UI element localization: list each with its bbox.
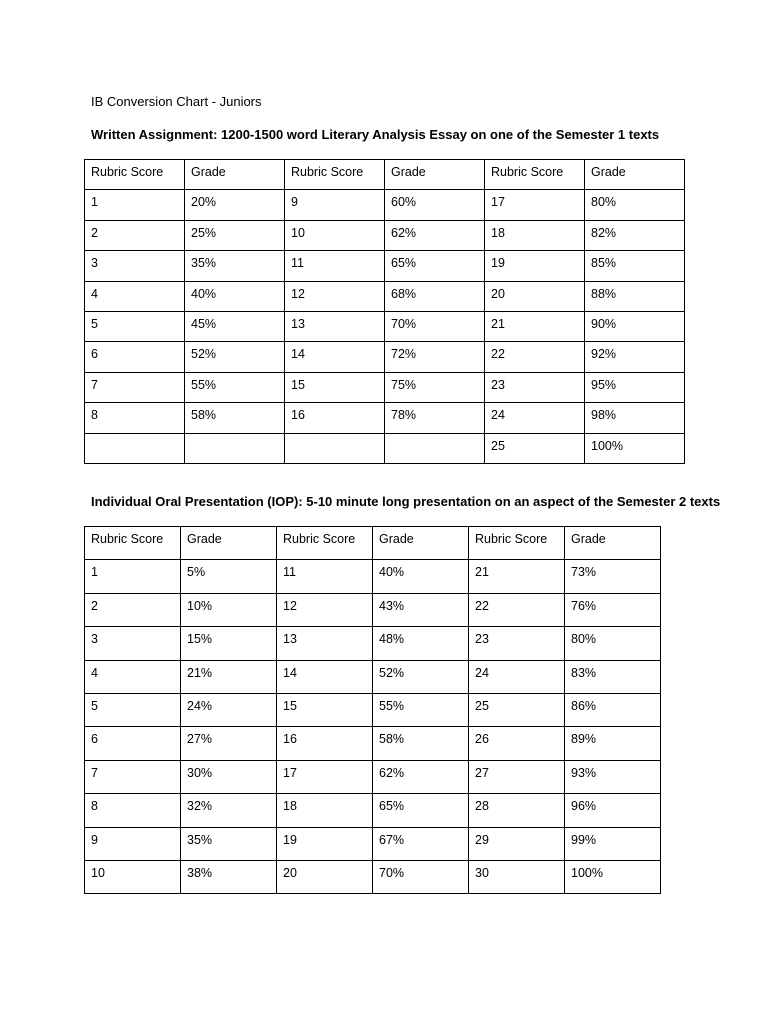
rubric-score-cell: 6 [85, 342, 185, 372]
table-row [85, 403, 685, 433]
table-row [85, 433, 685, 463]
rubric-score-cell: 8 [85, 794, 181, 827]
rubric-score-cell: 5 [85, 693, 181, 726]
rubric-score-cell: 23 [485, 372, 585, 402]
table-row [85, 794, 661, 827]
written-assignment-table [84, 159, 685, 464]
grade-cell: 45% [185, 311, 285, 341]
rubric-score-cell: 28 [469, 794, 565, 827]
rubric-score-cell: 15 [277, 693, 373, 726]
rubric-score-cell: 22 [485, 342, 585, 372]
grade-cell: 89% [565, 727, 661, 760]
rubric-score-cell: 20 [277, 860, 373, 893]
grade-cell: 85% [585, 251, 685, 281]
rubric-score-cell: 11 [277, 560, 373, 593]
rubric-score-cell: 13 [277, 627, 373, 660]
grade-cell: 60% [385, 190, 485, 220]
rubric-score-cell: 3 [85, 251, 185, 281]
grade-cell: 62% [385, 220, 485, 250]
grade-cell: 65% [385, 251, 485, 281]
rubric-score-cell: 24 [485, 403, 585, 433]
grade-cell [185, 433, 285, 463]
column-header: Grade [565, 527, 661, 560]
grade-cell: 93% [565, 760, 661, 793]
grade-cell: 43% [373, 593, 469, 626]
grade-cell: 32% [181, 794, 277, 827]
grade-cell: 98% [585, 403, 685, 433]
grade-cell: 55% [185, 372, 285, 402]
rubric-score-cell: 30 [469, 860, 565, 893]
grade-cell: 68% [385, 281, 485, 311]
rubric-score-cell: 21 [469, 560, 565, 593]
rubric-score-cell: 24 [469, 660, 565, 693]
grade-cell: 55% [373, 693, 469, 726]
table-row [85, 190, 685, 220]
rubric-score-cell: 9 [85, 827, 181, 860]
rubric-score-cell: 27 [469, 760, 565, 793]
rubric-score-cell: 26 [469, 727, 565, 760]
table-row [85, 251, 685, 281]
grade-cell: 72% [385, 342, 485, 372]
rubric-score-cell: 15 [285, 372, 385, 402]
rubric-score-cell: 19 [485, 251, 585, 281]
grade-cell: 76% [565, 593, 661, 626]
grade-cell: 40% [373, 560, 469, 593]
column-header: Grade [373, 527, 469, 560]
rubric-score-cell: 21 [485, 311, 585, 341]
grade-cell: 52% [373, 660, 469, 693]
rubric-score-cell: 20 [485, 281, 585, 311]
rubric-score-cell: 25 [469, 693, 565, 726]
grade-cell: 99% [565, 827, 661, 860]
rubric-score-cell: 16 [277, 727, 373, 760]
table-row [85, 827, 661, 860]
grade-cell: 15% [181, 627, 277, 660]
rubric-score-cell: 17 [277, 760, 373, 793]
grade-cell: 35% [185, 251, 285, 281]
rubric-score-cell: 6 [85, 727, 181, 760]
grade-cell: 35% [181, 827, 277, 860]
table-row [85, 372, 685, 402]
grade-cell: 95% [585, 372, 685, 402]
grade-cell: 5% [181, 560, 277, 593]
rubric-score-cell: 12 [285, 281, 385, 311]
written-assignment-heading: Written Assignment: 1200-1500 word Literary Analysis Essay on one of the Semester 1 texts [91, 127, 660, 142]
table-row [85, 860, 661, 893]
rubric-score-cell: 10 [85, 860, 181, 893]
grade-cell: 88% [585, 281, 685, 311]
grade-cell: 100% [565, 860, 661, 893]
grade-cell: 58% [185, 403, 285, 433]
column-header: Rubric Score [85, 160, 185, 190]
table-row [85, 627, 661, 660]
table-row [85, 593, 661, 626]
rubric-score-cell: 18 [277, 794, 373, 827]
rubric-score-cell: 11 [285, 251, 385, 281]
grade-cell: 80% [585, 190, 685, 220]
rubric-score-cell: 3 [85, 627, 181, 660]
grade-cell: 10% [181, 593, 277, 626]
grade-cell: 65% [373, 794, 469, 827]
table-row [85, 311, 685, 341]
grade-cell: 83% [565, 660, 661, 693]
grade-cell: 38% [181, 860, 277, 893]
table-row [85, 760, 661, 793]
rubric-score-cell: 10 [285, 220, 385, 250]
grade-cell: 82% [585, 220, 685, 250]
table-header-row [85, 527, 661, 560]
rubric-score-cell: 14 [277, 660, 373, 693]
grade-cell: 70% [385, 311, 485, 341]
grade-cell: 62% [373, 760, 469, 793]
grade-cell: 92% [585, 342, 685, 372]
column-header: Rubric Score [285, 160, 385, 190]
grade-cell: 24% [181, 693, 277, 726]
grade-cell: 90% [585, 311, 685, 341]
rubric-score-cell [85, 433, 185, 463]
grade-cell: 80% [565, 627, 661, 660]
table-header-row [85, 160, 685, 190]
grade-cell: 96% [565, 794, 661, 827]
column-header: Rubric Score [85, 527, 181, 560]
grade-cell: 25% [185, 220, 285, 250]
rubric-score-cell [285, 433, 385, 463]
column-header: Rubric Score [485, 160, 585, 190]
grade-cell: 67% [373, 827, 469, 860]
rubric-score-cell: 5 [85, 311, 185, 341]
grade-cell: 21% [181, 660, 277, 693]
page-title: IB Conversion Chart - Juniors [91, 94, 262, 109]
grade-cell: 27% [181, 727, 277, 760]
rubric-score-cell: 2 [85, 220, 185, 250]
table-row [85, 727, 661, 760]
rubric-score-cell: 7 [85, 760, 181, 793]
grade-cell: 30% [181, 760, 277, 793]
table-row [85, 693, 661, 726]
table-row [85, 342, 685, 372]
grade-cell: 100% [585, 433, 685, 463]
grade-cell: 73% [565, 560, 661, 593]
grade-cell: 86% [565, 693, 661, 726]
column-header: Grade [181, 527, 277, 560]
oral-presentation-table [84, 526, 661, 894]
rubric-score-cell: 19 [277, 827, 373, 860]
table-row [85, 281, 685, 311]
rubric-score-cell: 29 [469, 827, 565, 860]
rubric-score-cell: 1 [85, 190, 185, 220]
rubric-score-cell: 17 [485, 190, 585, 220]
grade-cell: 52% [185, 342, 285, 372]
oral-presentation-heading: Individual Oral Presentation (IOP): 5-10 minute long presentation on an aspect of the Semester 2 texts [91, 494, 721, 509]
grade-cell: 48% [373, 627, 469, 660]
rubric-score-cell: 14 [285, 342, 385, 372]
rubric-score-cell: 2 [85, 593, 181, 626]
rubric-score-cell: 18 [485, 220, 585, 250]
grade-cell: 20% [185, 190, 285, 220]
grade-cell: 70% [373, 860, 469, 893]
rubric-score-cell: 16 [285, 403, 385, 433]
rubric-score-cell: 4 [85, 660, 181, 693]
grade-cell: 40% [185, 281, 285, 311]
table-row [85, 220, 685, 250]
column-header: Grade [385, 160, 485, 190]
table-row [85, 660, 661, 693]
rubric-score-cell: 7 [85, 372, 185, 402]
table-row [85, 560, 661, 593]
grade-cell [385, 433, 485, 463]
rubric-score-cell: 4 [85, 281, 185, 311]
column-header: Grade [185, 160, 285, 190]
grade-cell: 75% [385, 372, 485, 402]
rubric-score-cell: 1 [85, 560, 181, 593]
rubric-score-cell: 25 [485, 433, 585, 463]
grade-cell: 58% [373, 727, 469, 760]
grade-cell: 78% [385, 403, 485, 433]
column-header: Rubric Score [277, 527, 373, 560]
rubric-score-cell: 22 [469, 593, 565, 626]
column-header: Rubric Score [469, 527, 565, 560]
rubric-score-cell: 9 [285, 190, 385, 220]
rubric-score-cell: 23 [469, 627, 565, 660]
rubric-score-cell: 8 [85, 403, 185, 433]
rubric-score-cell: 13 [285, 311, 385, 341]
column-header: Grade [585, 160, 685, 190]
rubric-score-cell: 12 [277, 593, 373, 626]
